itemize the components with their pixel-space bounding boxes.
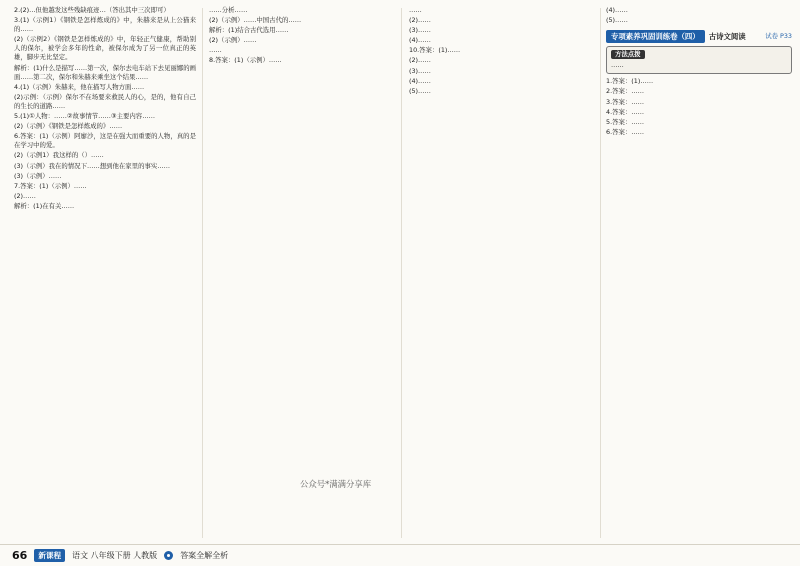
column-divider <box>401 8 402 538</box>
answer-paragraph: 8.答案：(1)（示例）…… <box>209 56 282 65</box>
answer-paragraph: 4.答案：…… <box>606 107 645 116</box>
answer-paragraph: (3)（示例）…… <box>14 171 62 180</box>
answer-paragraph: (4)…… <box>409 36 431 45</box>
section-title: 古诗文阅读 <box>708 31 746 41</box>
circle-dot-icon <box>164 551 173 560</box>
column-divider <box>202 8 203 538</box>
answer-paragraph: 2.(2)…但他越发这些残缺痕迹…（答出其中三次即可） <box>14 6 170 14</box>
answer-paragraph: …… <box>409 6 422 14</box>
section-header <box>606 29 792 43</box>
answer-paragraph: 6.答案：…… <box>606 127 645 136</box>
answer-paragraph: 解析：(1)什么是描写……第一次，保尔去电车站下去见丽娜的画面……第二次，保尔和朱赫来乘坐这个结果…… <box>14 63 196 81</box>
watermark-text: 公众号*满满分享库 <box>300 479 372 489</box>
answer-paragraph: (3)…… <box>409 66 431 75</box>
answer-paragraph: …… <box>209 46 222 55</box>
answer-paragraph: 7.答案：(1)（示例）…… <box>14 181 87 190</box>
answer-paragraph: 5.(1)①人物：……②故事情节……③主要内容…… <box>14 112 155 121</box>
answer-paragraph: (4)…… <box>409 76 431 85</box>
answer-column-1 <box>14 6 196 542</box>
section-badge: 专项素养巩固训练卷（四） <box>606 30 705 43</box>
answer-paragraph: (2)（示例1）我这样的（）…… <box>14 151 104 160</box>
answer-column-2 <box>209 6 394 542</box>
answer-column-3 <box>409 6 595 542</box>
column-divider <box>600 8 601 538</box>
answer-paragraph: 4.(1)（示例）朱赫来，他在描写人物方面…… <box>14 82 145 91</box>
answer-paragraph: 解析：(1)在有关…… <box>14 201 75 210</box>
method-tip-text: …… <box>611 61 624 70</box>
answer-paragraph: 5.答案：…… <box>606 117 645 126</box>
footer-suffix: 答案全解全析 <box>180 551 229 560</box>
answer-paragraph: 3.答案：…… <box>606 97 645 106</box>
answer-paragraph: 10.答案：(1)…… <box>409 46 461 55</box>
answer-paragraph: (2)…… <box>14 191 36 200</box>
method-tip-title: 方法点拨 <box>611 50 645 59</box>
page-footer <box>0 544 800 566</box>
answer-paragraph: (2)（示例）《钢铁是怎样炼成的》…… <box>14 122 123 131</box>
answer-paragraph: (4)…… <box>606 6 628 14</box>
answer-paragraph: (3)…… <box>409 26 431 35</box>
method-tip-box <box>606 46 792 74</box>
answer-paragraph: (2)…… <box>409 56 431 65</box>
answer-paragraph: (2)（示例）……中国古代的…… <box>209 16 302 25</box>
answer-paragraph: 3.(1)（示例1）《钢铁是怎样炼成的》中，朱赫来是从上公猫来的…… <box>14 16 196 34</box>
answer-paragraph: 解析：(1)结合古代选用…… <box>209 26 289 35</box>
answer-paragraph: (5)…… <box>606 16 628 25</box>
answer-paragraph: (2)（示例）…… <box>209 36 257 45</box>
answer-paragraph: (2)（示例2）《钢铁是怎样炼成的》中，年轻正气健康，帮助别人的保尔，被学会多年的性命，被保尔成为了另一位真正的英雄，脚步无比坚定。 <box>14 35 196 62</box>
brand-badge: 新课程 <box>34 549 65 562</box>
answer-column-4 <box>606 6 792 542</box>
answer-paragraph: 1.答案：(1)…… <box>606 77 654 86</box>
answer-paragraph: 2.答案：…… <box>606 87 645 96</box>
answer-paragraph: ……分析…… <box>209 6 248 14</box>
section-pages: 试卷 P33 <box>765 31 792 40</box>
answer-paragraph: (2)…… <box>409 16 431 25</box>
answer-paragraph: (2)示例：（示例）保尔不在场要来救民人的心，是的，他有自己的生长的道路…… <box>14 92 196 110</box>
footer-book-info: 语文 八年级下册 人教版 <box>72 551 158 560</box>
answer-paragraph: (3)（示例）我在的情况下……想到他在家里的事实…… <box>14 161 171 170</box>
answer-paragraph: 6.答案：(1)（示例）阿廖沙，这是在强大而重要的人物，真的是在学习中的爱。 <box>14 132 196 150</box>
page-number: 66 <box>12 549 28 562</box>
answer-paragraph: (5)…… <box>409 86 431 95</box>
